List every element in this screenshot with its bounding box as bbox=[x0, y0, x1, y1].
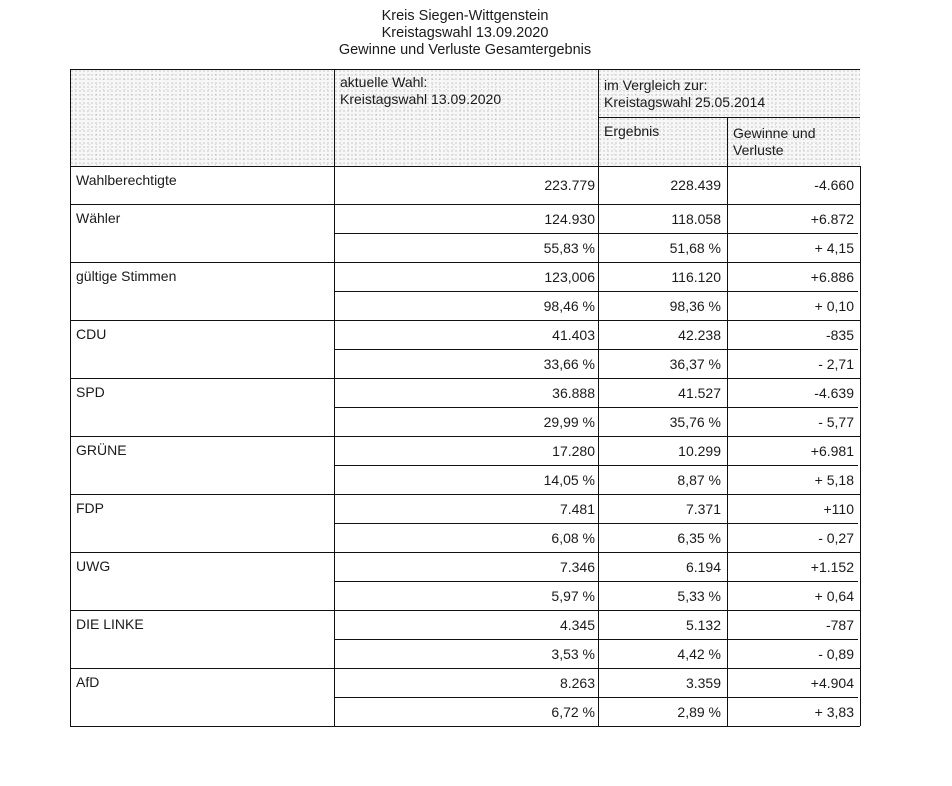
value-current: 7.481 bbox=[559, 501, 595, 517]
column-divider bbox=[598, 668, 599, 726]
row-separator bbox=[70, 668, 860, 669]
value-change: +1.152 bbox=[810, 559, 854, 575]
value-change: -4.660 bbox=[814, 177, 854, 193]
percent-change: - 0,27 bbox=[818, 530, 854, 546]
percent-change: - 5,77 bbox=[818, 414, 854, 430]
value-change: -4.639 bbox=[814, 385, 854, 401]
percent-current: 6,72 % bbox=[551, 704, 595, 720]
column-divider bbox=[598, 262, 599, 320]
percent-separator bbox=[334, 639, 858, 640]
column-divider bbox=[860, 436, 861, 494]
column-divider bbox=[727, 378, 728, 436]
column-divider bbox=[334, 166, 335, 204]
title-subject: Gewinne und Verluste Gesamtergebnis bbox=[338, 42, 592, 58]
percent-change: + 0,64 bbox=[814, 588, 854, 604]
percent-previous: 2,89 % bbox=[677, 704, 721, 720]
value-change: +6.886 bbox=[810, 269, 854, 285]
column-divider bbox=[334, 610, 335, 668]
column-divider bbox=[334, 320, 335, 378]
value-current: 223.779 bbox=[544, 177, 595, 193]
row-label: GRÜNE bbox=[76, 442, 127, 458]
row-separator bbox=[70, 204, 860, 205]
value-current: 8.263 bbox=[559, 675, 595, 691]
row-separator bbox=[70, 320, 860, 321]
percent-previous: 36,37 % bbox=[669, 356, 721, 372]
percent-current: 3,53 % bbox=[551, 646, 595, 662]
percent-change: + 5,18 bbox=[814, 472, 854, 488]
percent-current: 5,97 % bbox=[551, 588, 595, 604]
value-current: 7.346 bbox=[559, 559, 595, 575]
value-current: 4.345 bbox=[559, 617, 595, 633]
percent-previous: 98,36 % bbox=[669, 298, 721, 314]
column-divider bbox=[598, 494, 599, 552]
column-divider bbox=[727, 166, 728, 204]
title-election: Kreistagswahl 13.09.2020 bbox=[381, 25, 549, 41]
percent-previous: 5,33 % bbox=[677, 588, 721, 604]
header-current-election: Kreistagswahl 13.09.2020 bbox=[340, 91, 502, 107]
row-label: UWG bbox=[76, 558, 111, 574]
value-current: 123,006 bbox=[544, 269, 595, 285]
header-subdivider bbox=[598, 117, 860, 118]
value-change: -787 bbox=[825, 617, 854, 633]
percent-change: + 4,15 bbox=[814, 240, 854, 256]
row-separator bbox=[70, 436, 860, 437]
column-divider bbox=[334, 494, 335, 552]
row-label: SPD bbox=[76, 384, 105, 400]
row-label: gültige Stimmen bbox=[76, 268, 177, 284]
header-compare-election: Kreistagswahl 25.05.2014 bbox=[604, 94, 766, 110]
percent-current: 29,99 % bbox=[543, 414, 595, 430]
percent-previous: 35,76 % bbox=[669, 414, 721, 430]
row-separator bbox=[70, 494, 860, 495]
value-change: +6.872 bbox=[810, 211, 854, 227]
percent-current: 33,66 % bbox=[543, 356, 595, 372]
value-current: 124.930 bbox=[544, 211, 595, 227]
row-label: CDU bbox=[76, 326, 107, 342]
value-previous: 6.194 bbox=[685, 559, 721, 575]
column-divider bbox=[598, 166, 599, 204]
percent-change: - 2,71 bbox=[818, 356, 854, 372]
percent-separator bbox=[334, 523, 858, 524]
header-result: Ergebnis bbox=[604, 123, 660, 139]
results-table bbox=[70, 69, 860, 729]
percent-separator bbox=[334, 233, 858, 234]
row-separator bbox=[70, 378, 860, 379]
value-previous: 10.299 bbox=[678, 443, 721, 459]
percent-separator bbox=[334, 581, 858, 582]
title-district: Kreis Siegen-Wittgenstein bbox=[381, 8, 549, 24]
row-label: DIE LINKE bbox=[76, 616, 144, 632]
value-previous: 118.058 bbox=[671, 211, 721, 227]
column-divider bbox=[598, 320, 599, 378]
column-divider bbox=[727, 610, 728, 668]
column-divider bbox=[860, 262, 861, 320]
row-separator bbox=[70, 262, 860, 263]
header-current-label: aktuelle Wahl: bbox=[340, 74, 428, 90]
percent-previous: 51,68 % bbox=[669, 240, 721, 256]
percent-change: + 0,10 bbox=[814, 298, 854, 314]
value-change: +6.981 bbox=[810, 443, 854, 459]
column-divider bbox=[598, 378, 599, 436]
column-divider bbox=[334, 552, 335, 610]
row-separator bbox=[70, 166, 860, 167]
percent-separator bbox=[334, 407, 858, 408]
table-left-border bbox=[70, 69, 71, 726]
column-divider bbox=[334, 436, 335, 494]
table-bottom-border bbox=[70, 726, 860, 727]
value-previous: 41.527 bbox=[678, 385, 721, 401]
column-divider bbox=[727, 204, 728, 262]
column-divider bbox=[727, 494, 728, 552]
row-label: FDP bbox=[76, 500, 104, 516]
value-change: -835 bbox=[825, 327, 854, 343]
percent-previous: 8,87 % bbox=[677, 472, 721, 488]
value-previous: 42.238 bbox=[678, 327, 721, 343]
percent-separator bbox=[334, 349, 858, 350]
column-divider bbox=[860, 552, 861, 610]
percent-current: 14,05 % bbox=[543, 472, 595, 488]
value-change: +110 bbox=[823, 501, 854, 517]
column-divider bbox=[598, 610, 599, 668]
row-label: Wähler bbox=[76, 210, 121, 226]
value-current: 41.403 bbox=[552, 327, 595, 343]
value-current: 17.280 bbox=[552, 443, 595, 459]
value-previous: 116.120 bbox=[671, 269, 721, 285]
percent-separator bbox=[334, 697, 858, 698]
percent-previous: 4,42 % bbox=[677, 646, 721, 662]
percent-current: 55,83 % bbox=[543, 240, 595, 256]
value-change: +4.904 bbox=[810, 675, 854, 691]
row-separator bbox=[70, 610, 860, 611]
header-divider-b bbox=[598, 69, 599, 166]
header-compare-label: im Vergleich zur: bbox=[604, 77, 708, 93]
column-divider bbox=[860, 610, 861, 668]
value-previous: 228.439 bbox=[670, 177, 721, 193]
column-divider bbox=[727, 436, 728, 494]
column-divider bbox=[860, 494, 861, 552]
row-label: Wahlberechtigte bbox=[76, 172, 177, 188]
header-divider-a bbox=[334, 69, 335, 166]
header-change-line1: Gewinne und bbox=[733, 125, 816, 141]
column-divider bbox=[860, 378, 861, 436]
percent-current: 6,08 % bbox=[551, 530, 595, 546]
column-divider bbox=[334, 668, 335, 726]
percent-current: 98,46 % bbox=[543, 298, 595, 314]
value-previous: 7.371 bbox=[685, 501, 721, 517]
column-divider bbox=[727, 262, 728, 320]
value-previous: 5.132 bbox=[685, 617, 721, 633]
column-divider bbox=[598, 204, 599, 262]
row-separator bbox=[70, 552, 860, 553]
column-divider bbox=[598, 552, 599, 610]
percent-separator bbox=[334, 291, 858, 292]
percent-previous: 6,35 % bbox=[677, 530, 721, 546]
document-title bbox=[290, 8, 640, 59]
column-divider bbox=[727, 552, 728, 610]
column-divider bbox=[598, 436, 599, 494]
percent-change: + 3,83 bbox=[814, 704, 854, 720]
column-divider bbox=[860, 166, 861, 204]
column-divider bbox=[334, 378, 335, 436]
column-divider bbox=[727, 320, 728, 378]
column-divider bbox=[334, 262, 335, 320]
value-previous: 3.359 bbox=[685, 675, 721, 691]
percent-change: - 0,89 bbox=[818, 646, 854, 662]
row-label: AfD bbox=[76, 674, 100, 690]
value-current: 36.888 bbox=[552, 385, 595, 401]
column-divider bbox=[334, 204, 335, 262]
column-divider bbox=[860, 204, 861, 262]
header-divider-c bbox=[727, 117, 728, 166]
column-divider bbox=[860, 320, 861, 378]
table-top-border bbox=[70, 69, 860, 70]
column-divider bbox=[860, 668, 861, 726]
percent-separator bbox=[334, 465, 858, 466]
header-change-line2: Verluste bbox=[733, 142, 784, 158]
column-divider bbox=[727, 668, 728, 726]
